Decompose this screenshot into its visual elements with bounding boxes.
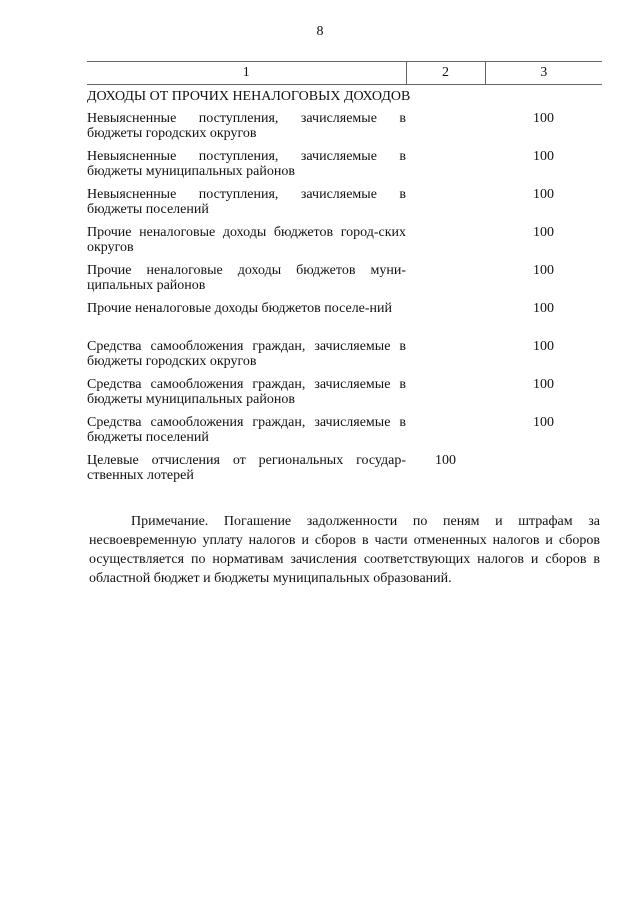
table-row (87, 187, 602, 225)
table-row (87, 149, 602, 187)
row-col3: 100 (533, 262, 554, 278)
row-col3: 100 (533, 376, 554, 392)
row-name: Средства самообложения граждан, зачисляемые в бюджеты муниципальных районов (87, 376, 406, 407)
row-name: Прочие неналоговые доходы бюджетов муни-ципальных районов (87, 262, 406, 293)
row-col3: 100 (533, 224, 554, 240)
row-col3: 100 (533, 148, 554, 164)
row-name: Невыясненные поступления, зачисляемые в бюджеты муниципальных районов (87, 148, 406, 179)
section-title: ДОХОДЫ ОТ ПРОЧИХ НЕНАЛОГОВЫХ ДОХОДОВ (87, 89, 411, 104)
table-header-row (87, 62, 602, 85)
row-name: Средства самообложения граждан, зачисляемые в бюджеты поселений (87, 414, 406, 445)
column-header-2: 2 (406, 62, 485, 85)
table-row (87, 415, 602, 453)
row-name: Прочие неналоговые доходы бюджетов поселе-ний (87, 300, 393, 316)
row-col2 (406, 339, 485, 377)
row-name: Невыясненные поступления, зачисляемые в бюджеты поселений (87, 186, 406, 217)
column-header-3: 3 (485, 62, 602, 85)
table-row (87, 225, 602, 263)
row-name: Невыясненные поступления, зачисляемые в бюджеты городских округов (87, 110, 406, 141)
row-col2: 100 (435, 452, 456, 468)
row-col2 (406, 301, 485, 339)
row-col2 (406, 225, 485, 263)
note-paragraph: Примечание. Погашение задолженности по пеням и штрафам за несвоевременную уплату налогов и сборов в части отмененных налогов и сборов осуществляется по нормативам зачисления соответствующих налогов и сборов в областной бюджет и бюджеты муниципальных образований. (89, 514, 600, 586)
row-col2 (406, 263, 485, 301)
table-row (87, 111, 602, 149)
table-row (87, 339, 602, 377)
row-name: Прочие неналоговые доходы бюджетов город-ских округов (87, 224, 406, 255)
row-col2 (406, 377, 485, 415)
row-name: Средства самообложения граждан, зачисляемые в бюджеты городских округов (87, 338, 406, 369)
revenue-table (87, 61, 602, 491)
row-col2 (406, 415, 485, 453)
row-col2 (406, 111, 485, 149)
table-row (87, 377, 602, 415)
row-col3: 100 (533, 300, 554, 316)
table-row (87, 301, 602, 339)
row-col3: 100 (533, 338, 554, 354)
row-col2 (406, 149, 485, 187)
row-col3: 100 (533, 186, 554, 202)
table-row (87, 453, 602, 491)
section-title-row (87, 85, 602, 111)
row-col3 (485, 453, 602, 491)
row-col3: 100 (533, 110, 554, 126)
row-col2 (406, 187, 485, 225)
page-number: 8 (316, 24, 324, 39)
table-row (87, 263, 602, 301)
row-col3: 100 (533, 414, 554, 430)
column-header-1: 1 (87, 62, 406, 85)
row-name: Целевые отчисления от региональных государ-ственных лотерей (87, 452, 406, 483)
